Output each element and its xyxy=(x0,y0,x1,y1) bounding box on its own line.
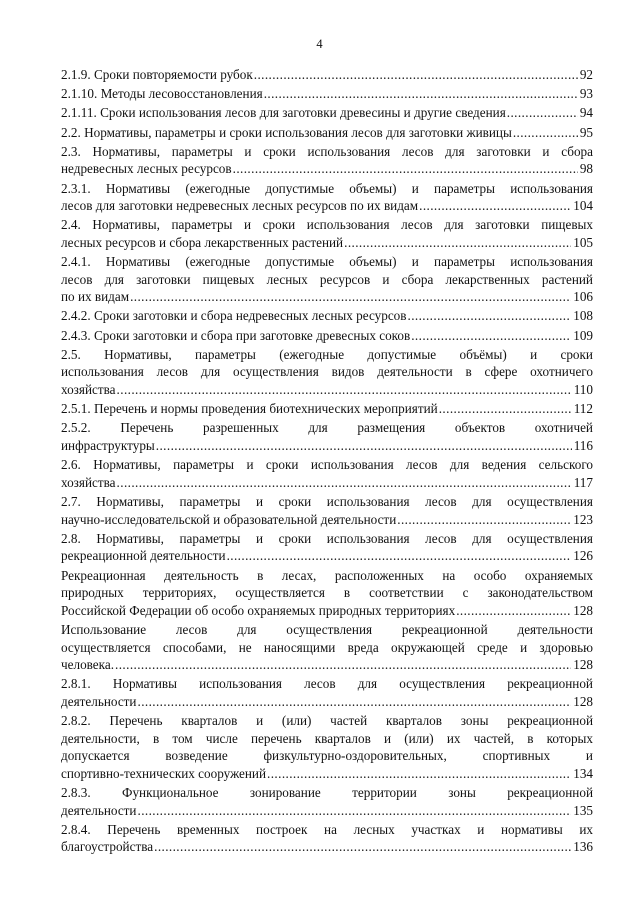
toc-entry-last-line xyxy=(61,437,593,455)
toc-entry[interactable] xyxy=(61,253,593,306)
toc-page-number: 109 xyxy=(573,327,593,343)
toc-entry[interactable] xyxy=(61,675,593,710)
toc-entry[interactable] xyxy=(61,493,593,528)
toc-entry-title: хозяйства xyxy=(61,474,116,490)
dot-leader xyxy=(138,693,572,711)
toc-entry-title: лесных ресурсов и сбора лекарственных растений xyxy=(61,234,344,250)
toc-entry-title: 2.5.1. Перечень и нормы проведения биотехнических мероприятий xyxy=(61,401,438,417)
dot-leader xyxy=(408,307,572,325)
dot-leader xyxy=(344,234,571,252)
toc-entry-last-line xyxy=(61,693,593,711)
toc-entry[interactable] xyxy=(61,307,593,325)
toc-entry-line: Рекреационная деятельность в лесах, расположенных на особо охраняемых xyxy=(61,567,593,583)
dot-leader xyxy=(254,66,578,84)
toc-page-number: 94 xyxy=(579,105,593,121)
toc-entry[interactable] xyxy=(61,821,593,856)
toc-page-number: 92 xyxy=(579,67,593,82)
toc-entry-last-line xyxy=(61,381,593,399)
toc-entry[interactable] xyxy=(61,456,593,491)
toc-entry-title: 2.1.9. Сроки повторяемости рубок xyxy=(61,67,253,82)
toc-page-number: 112 xyxy=(573,401,593,417)
toc-entry-title: недревесных лесных ресурсов xyxy=(61,161,232,177)
toc-entry[interactable] xyxy=(61,143,593,178)
toc-entry-last-line xyxy=(61,327,593,345)
toc-entry-line: 2.8. Нормативы, параметры и сроки использования лесов для осуществления xyxy=(61,530,593,546)
toc-page-number: 93 xyxy=(579,86,593,102)
toc-entry-title: лесов для заготовки недревесных лесных ресурсов по их видам xyxy=(61,198,419,214)
toc-page-number: 110 xyxy=(573,382,593,398)
toc-entry-line: 2.8.1. Нормативы использования лесов для осуществления рекреационной xyxy=(61,676,593,692)
toc-entry-title: спортивно-технических сооружений xyxy=(61,765,267,781)
dot-leader xyxy=(397,511,571,529)
dot-leader xyxy=(419,197,571,215)
toc-page-number: 106 xyxy=(573,289,593,305)
toc-entry-title: благоустройства xyxy=(61,839,154,855)
toc-page-number: 134 xyxy=(573,765,593,781)
toc-page-number: 136 xyxy=(573,839,593,855)
toc-entry-line: 2.4.1. Нормативы (ежегодные допустимые объемы) и параметры использования xyxy=(61,254,593,270)
toc-entry-line: 2.7. Нормативы, параметры и сроки использования лесов для осуществления xyxy=(61,493,593,509)
toc-entry-last-line xyxy=(61,124,593,142)
dot-leader xyxy=(130,288,571,306)
toc-entry-title: 2.2. Нормативы, параметры и сроки использования лесов для заготовки живицы xyxy=(61,124,512,140)
dot-leader xyxy=(267,765,571,783)
toc-entry-line: осуществляется способами, не наносящими вреда окружающей среде и здоровью xyxy=(61,639,593,655)
toc-entry-title: инфраструктуры xyxy=(61,438,155,453)
dot-leader xyxy=(115,656,571,674)
toc-entry-line: 2.5. Нормативы, параметры (ежегодные допустимые объёмы) и сроки xyxy=(61,346,593,362)
toc-entry-title: научно-исследовательской и образовательной деятельности xyxy=(61,511,397,527)
toc-entry-line: 2.8.3. Функциональное зонирование территории зоны рекреационной xyxy=(61,785,593,801)
toc-entry-last-line xyxy=(61,802,593,820)
toc-entry-title: Российской Федерации об особо охраняемых природных территориях xyxy=(61,602,456,618)
dot-leader xyxy=(154,838,571,856)
toc-page-number: 128 xyxy=(573,657,593,673)
toc-entry-last-line xyxy=(61,511,593,529)
toc-page-number: 117 xyxy=(573,474,593,490)
toc-entry[interactable] xyxy=(61,567,593,620)
toc-page-number: 104 xyxy=(573,198,593,214)
toc-entry-title: человека. xyxy=(61,657,115,673)
toc-entry-last-line xyxy=(61,765,593,783)
toc-entry-line: допускается возведение физкультурно-оздоровительных, спортивных и xyxy=(61,748,593,764)
toc-entry-title: 2.4.3. Сроки заготовки и сбора при заготовке древесных соков xyxy=(61,327,411,343)
toc-entry[interactable] xyxy=(61,346,593,399)
toc-entry-last-line xyxy=(61,104,593,122)
toc-entry-title: хозяйства xyxy=(61,382,116,398)
dot-leader xyxy=(439,400,572,418)
toc-entry-line: природных территориях, осуществляется в соответствии с законодательством xyxy=(61,585,593,601)
dot-leader xyxy=(264,85,578,103)
toc-entry-line: 2.8.2. Перечень кварталов и (или) частей кварталов зоны рекреационной xyxy=(61,713,593,729)
toc-entry-last-line xyxy=(61,66,593,84)
toc-page-number: 123 xyxy=(573,511,593,527)
toc-entry[interactable] xyxy=(61,712,593,782)
toc-entry-last-line xyxy=(61,160,593,178)
toc-entry-last-line xyxy=(61,474,593,492)
page-number: 4 xyxy=(316,37,323,51)
toc-entry[interactable] xyxy=(61,104,593,122)
toc-entry[interactable] xyxy=(61,66,593,84)
toc-page-number: 135 xyxy=(573,802,593,818)
toc-entry[interactable] xyxy=(61,784,593,819)
toc-entry-last-line xyxy=(61,400,593,418)
toc-entry-line: 2.3. Нормативы, параметры и сроки использования лесов для заготовки и сбора xyxy=(61,143,593,159)
toc-entry-line: использования лесов для осуществления видов деятельности в сфере охотничего xyxy=(61,364,593,380)
toc-entry-title: деятельности xyxy=(61,693,137,709)
toc-entry-title: 2.4.2. Сроки заготовки и сбора недревесных лесных ресурсов xyxy=(61,308,407,324)
dot-leader xyxy=(117,474,572,492)
toc-entry-title: по их видам xyxy=(61,289,130,305)
toc-entry-line: 2.8.4. Перечень временных построек на лесных участках и нормативы их xyxy=(61,821,593,837)
dot-leader xyxy=(513,124,578,142)
toc-entry-line: 2.5.2. Перечень разрешенных для размещения объектов охотничей xyxy=(61,420,593,436)
toc-entry[interactable] xyxy=(61,85,593,103)
toc-entry-last-line xyxy=(61,85,593,103)
toc-entry-last-line xyxy=(61,307,593,325)
toc-entry[interactable] xyxy=(61,216,593,251)
toc-entry[interactable] xyxy=(61,419,593,454)
toc-entry[interactable] xyxy=(61,124,593,142)
toc-entry[interactable] xyxy=(61,621,593,674)
toc-entry-title: 2.1.10. Методы лесовосстановления xyxy=(61,86,263,102)
toc-entry-last-line xyxy=(61,656,593,674)
dot-leader xyxy=(507,104,578,122)
dot-leader xyxy=(227,547,572,565)
toc-entry-line: 2.4. Нормативы, параметры и сроки использования лесов для заготовки пищевых xyxy=(61,217,593,233)
toc-entry-last-line xyxy=(61,234,593,252)
dot-leader xyxy=(233,160,578,178)
dot-leader xyxy=(138,802,572,820)
toc-entry-title: рекреационной деятельности xyxy=(61,548,226,564)
toc-entry-line: 2.6. Нормативы, параметры и сроки использования лесов для ведения сельского xyxy=(61,457,593,473)
toc-page-number: 128 xyxy=(573,693,593,709)
toc-page-number: 128 xyxy=(573,602,593,618)
toc-entry-last-line xyxy=(61,838,593,856)
toc-entry[interactable] xyxy=(61,400,593,418)
toc-entry-line: 2.3.1. Нормативы (ежегодные допустимые объемы) и параметры использования xyxy=(61,180,593,196)
toc-entry-last-line xyxy=(61,547,593,565)
toc-entry-title: деятельности xyxy=(61,802,137,818)
toc-entry-line: лесов для заготовки пищевых лесных ресурсов и сбора лекарственных растений xyxy=(61,271,593,287)
dot-leader xyxy=(456,602,571,620)
toc-page-number: 105 xyxy=(573,234,593,250)
table-of-contents xyxy=(61,66,593,858)
toc-entry-title: 2.1.11. Сроки использования лесов для заготовки древесины и другие сведения xyxy=(61,105,506,121)
toc-entry-last-line xyxy=(61,197,593,215)
dot-leader xyxy=(117,381,572,399)
toc-page-number: 108 xyxy=(573,308,593,324)
toc-entry-line: деятельности, в том числе перечень кварталов и (или) их частей, в которых xyxy=(61,730,593,746)
toc-page-number: 126 xyxy=(573,548,593,564)
toc-page-number: 95 xyxy=(579,124,593,140)
dot-leader xyxy=(156,437,572,455)
dot-leader xyxy=(411,327,571,345)
toc-entry[interactable] xyxy=(61,530,593,565)
toc-page-number: 116 xyxy=(573,438,593,453)
toc-entry-last-line xyxy=(61,288,593,306)
toc-entry[interactable] xyxy=(61,327,593,345)
toc-page-number: 98 xyxy=(579,161,593,177)
toc-entry[interactable] xyxy=(61,180,593,215)
toc-entry-line: Использование лесов для осуществления рекреационной деятельности xyxy=(61,621,593,637)
toc-entry-last-line xyxy=(61,602,593,620)
